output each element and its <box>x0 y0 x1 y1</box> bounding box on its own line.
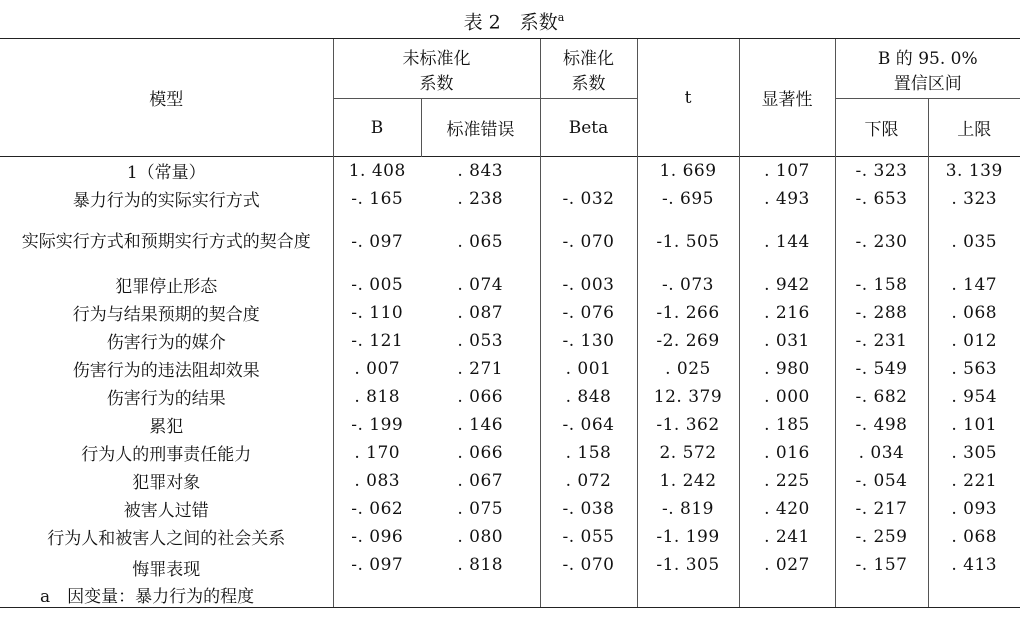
cell-se: . 843 <box>421 157 540 185</box>
cell-t: 12. 379 <box>637 383 739 411</box>
cell-se: . 066 <box>457 386 504 407</box>
header-b: B <box>333 99 421 157</box>
cell-sig: . 942 <box>739 271 835 299</box>
table-row <box>0 467 1020 495</box>
header-significance: 显著性 <box>739 39 835 157</box>
cell-upper: . 035 <box>928 213 1020 271</box>
row-label: 伤害行为的结果 <box>106 389 226 409</box>
cell-b: . 818 <box>333 383 421 411</box>
cell-lower: -. 259 <box>835 523 928 551</box>
row-label: 悔罪表现 <box>132 559 201 580</box>
cell-lower: -. 231 <box>835 327 928 355</box>
cell-se: . 053 <box>457 330 504 351</box>
table-row <box>0 185 1020 213</box>
cell-beta: -. 070 <box>540 213 637 271</box>
cell-se: . 065 <box>457 231 504 252</box>
cell-b: -. 121 <box>333 327 421 355</box>
cell-lower: -. 217 <box>835 495 928 523</box>
cell-sig: . 493 <box>739 185 835 213</box>
cell-upper: . 101 <box>928 411 1020 439</box>
cell-se: . 818 <box>421 551 540 608</box>
cell-b: -. 062 <box>333 495 421 523</box>
table-row <box>0 439 1020 467</box>
table-row <box>0 495 1020 523</box>
header-row-1 <box>0 39 1020 99</box>
cell-t: 1. 242 <box>637 467 739 495</box>
header-lower-bound: 下限 <box>835 99 928 157</box>
cell-beta: -. 032 <box>540 185 637 213</box>
cell-lower: -. 158 <box>835 271 928 299</box>
header-t: t <box>637 39 739 157</box>
table-row <box>0 411 1020 439</box>
cell-lower: -. 498 <box>835 411 928 439</box>
cell-lower: -. 549 <box>835 355 928 383</box>
row-label: 行为人和被害人之间的社会关系 <box>47 529 286 549</box>
table-caption <box>0 4 1028 36</box>
cell-sig: . 027 <box>739 551 835 608</box>
table-row <box>0 327 1020 355</box>
cell-upper: . 305 <box>928 439 1020 467</box>
cell-b: . 170 <box>333 439 421 467</box>
header-model: 模型 <box>0 39 333 157</box>
header-unstandardized <box>333 39 540 99</box>
cell-lower: -. 653 <box>835 185 928 213</box>
row-label: 1（常量） <box>0 157 333 185</box>
cell-t: -. 819 <box>637 495 739 523</box>
cell-se: . 067 <box>457 470 504 491</box>
cell-beta: . 072 <box>540 467 637 495</box>
table-row <box>0 383 1020 411</box>
cell-lower: -. 054 <box>835 467 928 495</box>
cell-beta <box>540 157 637 185</box>
cell-t: -1. 199 <box>637 523 739 551</box>
coefficients-table <box>0 38 1020 608</box>
cell-beta: -. 038 <box>540 495 637 523</box>
cell-t: -1. 266 <box>637 299 739 327</box>
cell-lower: -. 288 <box>835 299 928 327</box>
footnote: a 因变量：暴力行为的程度 <box>40 586 255 607</box>
cell-sig: . 031 <box>739 327 835 355</box>
cell-se: . 146 <box>457 414 504 435</box>
cell-upper: . 413 <box>928 551 1020 608</box>
cell-lower: -. 323 <box>835 157 928 185</box>
cell-upper: . 068 <box>928 523 1020 551</box>
cell-t: -1. 505 <box>637 213 739 271</box>
cell-se: . 238 <box>457 188 504 209</box>
row-label: 犯罪对象 <box>132 473 201 493</box>
cell-lower: -. 682 <box>835 383 928 411</box>
cell-sig: . 420 <box>739 495 835 523</box>
cell-beta: . 158 <box>540 439 637 467</box>
header-unstd-line1: 未标准化 <box>402 48 471 69</box>
header-std-line1: 标准化 <box>563 48 614 69</box>
cell-sig: . 144 <box>739 213 835 271</box>
row-label: 被害人过错 <box>123 501 209 521</box>
cell-beta: . 848 <box>540 383 637 411</box>
header-ci-line2: 置信区间 <box>893 73 962 94</box>
cell-b: 1. 408 <box>333 157 421 185</box>
cell-beta: -. 055 <box>540 523 637 551</box>
table-row <box>0 551 1020 608</box>
row-label: 累犯 <box>149 417 184 437</box>
cell-b: . 007 <box>333 355 421 383</box>
header-unstd-line2: 系数 <box>419 73 454 94</box>
cell-upper: . 563 <box>928 355 1020 383</box>
header-confidence-interval <box>835 39 1020 99</box>
cell-upper: . 093 <box>928 495 1020 523</box>
table-row <box>0 355 1020 383</box>
cell-se: . 066 <box>457 442 504 463</box>
table-row <box>0 523 1020 551</box>
cell-sig: . 216 <box>739 299 835 327</box>
cell-sig: . 107 <box>739 157 835 185</box>
cell-beta: -. 064 <box>540 411 637 439</box>
cell-t: 1. 669 <box>637 157 739 185</box>
row-label: 实际实行方式和预期实行方式的契合度 <box>21 231 311 252</box>
cell-t: -1. 362 <box>637 411 739 439</box>
cell-se: . 075 <box>457 498 504 519</box>
cell-b: -. 097 <box>333 213 421 271</box>
cell-b: -. 110 <box>333 299 421 327</box>
cell-sig: . 225 <box>739 467 835 495</box>
caption-superscript: a <box>557 11 565 24</box>
cell-se: . 074 <box>457 274 504 295</box>
table-row <box>0 213 1020 271</box>
cell-lower: -. 230 <box>835 213 928 271</box>
row-label: 伤害行为的媒介 <box>106 333 226 353</box>
cell-upper: . 068 <box>928 299 1020 327</box>
cell-b: -. 199 <box>333 411 421 439</box>
cell-lower: . 034 <box>835 439 928 467</box>
header-std-line2: 系数 <box>571 73 606 94</box>
cell-upper: . 954 <box>928 383 1020 411</box>
cell-se: . 271 <box>457 358 504 379</box>
cell-se: . 080 <box>457 526 504 547</box>
cell-beta: -. 076 <box>540 299 637 327</box>
cell-beta: -. 130 <box>540 327 637 355</box>
header-beta: Beta <box>540 99 637 157</box>
cell-upper: . 147 <box>928 271 1020 299</box>
row-label: 犯罪停止形态 <box>115 277 218 297</box>
header-standardized <box>540 39 637 99</box>
table-row <box>0 157 1020 185</box>
cell-b: -. 165 <box>333 185 421 213</box>
cell-t: -. 073 <box>637 271 739 299</box>
cell-upper: . 012 <box>928 327 1020 355</box>
cell-t: -2. 269 <box>637 327 739 355</box>
cell-sig: . 185 <box>739 411 835 439</box>
cell-t: . 025 <box>637 355 739 383</box>
row-label-with-footnote <box>0 551 333 608</box>
cell-upper: . 323 <box>928 185 1020 213</box>
cell-beta: -. 003 <box>540 271 637 299</box>
cell-b: -. 096 <box>333 523 421 551</box>
row-label: 行为与结果预期的契合度 <box>72 305 260 325</box>
cell-upper: . 221 <box>928 467 1020 495</box>
cell-t: -. 695 <box>637 185 739 213</box>
row-label: 暴力行为的实际实行方式 <box>72 191 260 211</box>
cell-sig: . 016 <box>739 439 835 467</box>
cell-b: -. 005 <box>333 271 421 299</box>
header-upper-bound: 上限 <box>928 99 1020 157</box>
cell-upper: 3. 139 <box>928 157 1020 185</box>
table-title: 表 2 系数 <box>463 11 558 34</box>
table-row <box>0 299 1020 327</box>
cell-b: -. 097 <box>333 551 421 608</box>
cell-sig: . 241 <box>739 523 835 551</box>
cell-sig: . 980 <box>739 355 835 383</box>
cell-beta: -. 070 <box>540 551 637 608</box>
cell-lower: -. 157 <box>835 551 928 608</box>
row-label: 行为人的刑事责任能力 <box>81 445 252 465</box>
cell-t: 2. 572 <box>637 439 739 467</box>
header-ci-line1: B 的 95. 0% <box>877 48 978 69</box>
cell-beta: . 001 <box>540 355 637 383</box>
cell-t: -1. 305 <box>637 551 739 608</box>
cell-sig: . 000 <box>739 383 835 411</box>
header-standard-error: 标准错误 <box>421 99 540 157</box>
cell-se: . 087 <box>457 302 504 323</box>
cell-b: . 083 <box>333 467 421 495</box>
table-row <box>0 271 1020 299</box>
row-label: 伤害行为的违法阻却效果 <box>72 361 260 381</box>
